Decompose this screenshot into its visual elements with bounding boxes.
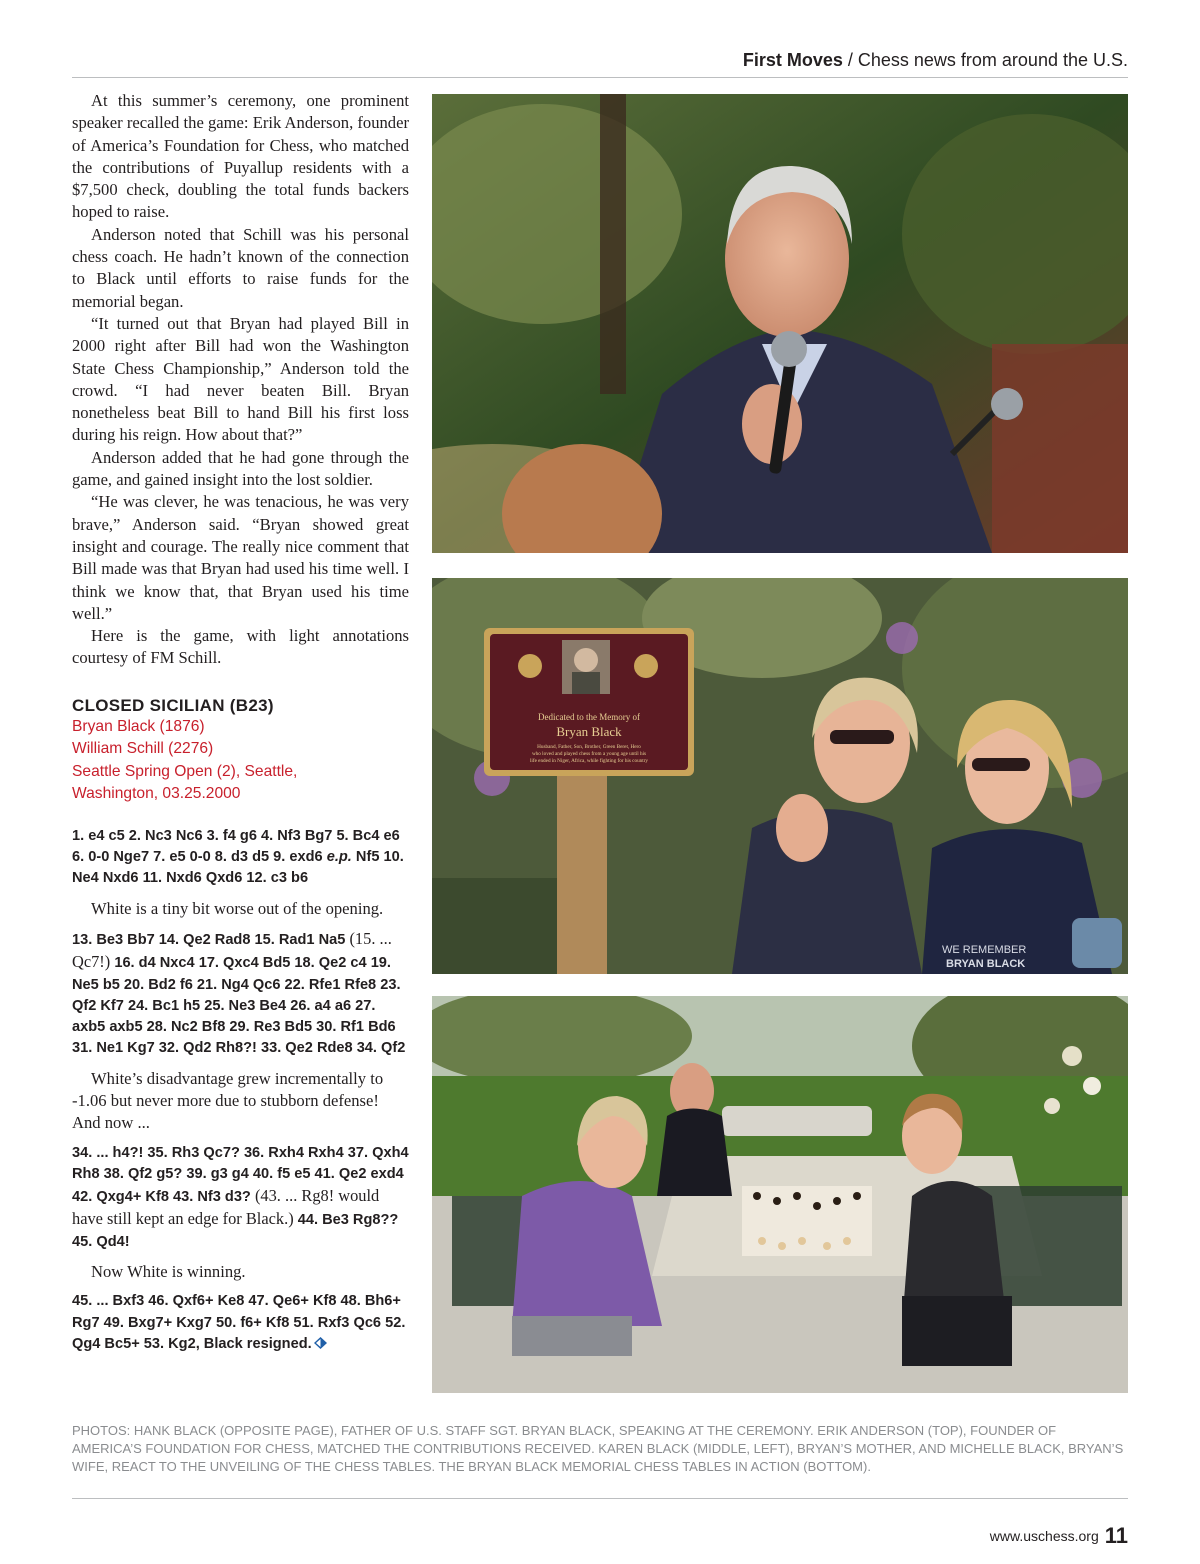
running-header xyxy=(72,50,1128,78)
plaque-inscription: Husband, Father, Son, Brother, Green Beret, Hero xyxy=(537,744,641,750)
photo-speaker-erik-anderson xyxy=(432,94,1128,553)
article-paragraph: “It turned out that Bryan had played Bill in 2000 right after Bill had won the Washington State Chess Championship,” Anderson told the crowd. “I had never beaten Bill. Bryan nonetheless beat Bill to hand Bill his first loss during his reign. How about that?” xyxy=(72,313,409,445)
footer-rule xyxy=(72,1498,1128,1499)
game-event-date: Washington, 03.25.2000 xyxy=(72,785,241,803)
annotation-comment: White’s disadvantage grew incrementally to -1.06 but never more due to stubborn defense! And now ... xyxy=(72,1068,384,1133)
plaque-inscription: who loved and played chess from a young age until his xyxy=(531,751,647,757)
page-number: 11 xyxy=(1104,1523,1128,1548)
game-white-player: Bryan Black (1876) xyxy=(72,717,205,735)
game-moves-block xyxy=(72,826,409,890)
inline-annotation: (15. ... Qc7!) xyxy=(72,928,392,972)
plaque-inscription: life ended in Niger, Africa, while fighting for his country xyxy=(529,758,649,764)
inline-annotation: (43. ... Rg8! would have still kept an edge for Black.) xyxy=(72,1186,380,1229)
photo-memorial-plaque-unveiling xyxy=(432,578,1128,974)
plaque-dedication: Dedicated to the Memory of xyxy=(538,712,640,722)
article-paragraph: “He was clever, he was tenacious, he was very brave,” Anderson said. “Bryan showed great insight and courage. The really nice comment that Bill made was that Bryan had used his time well. I think we know that, that Bryan used his time well.” xyxy=(72,492,409,623)
article-paragraph: Here is the game, with light annotations courtesy of FM Schill. xyxy=(72,626,409,668)
footer-url: www.uschess.org xyxy=(989,1528,1099,1544)
article-paragraph: Anderson added that he had gone through the game, and gained insight into the lost soldier. xyxy=(72,447,409,490)
photo-caption: PHOTOS: HANK BLACK (OPPOSITE PAGE), FATHER OF U.S. STAFF SGT. BRYAN BLACK, SPEAKING AT THE CEREMONY. ERIK ANDERSON (TOP), FOUNDER OF AMERICA’S FOUNDATION FOR CHESS, MATCHED THE CONTRIBUTIONS RECEIVED. KAREN BLACK (MIDDLE, LEFT), BRYAN’S MOTHER, AND MICHELLE BLACK, BRYAN’S WIFE, REACT TO THE UNVEILING OF THE CHESS TABLES. THE BRYAN BLACK MEMORIAL CHESS TABLES IN ACTION (BOTTOM). xyxy=(72,1423,1124,1474)
game-moves-block xyxy=(72,1143,409,1253)
plaque-name: Bryan Black xyxy=(556,724,622,739)
moves-text: 45. ... Bxf3 46. Qxf6+ Ke8 47. Qe6+ Kf8 48. Bh6+ Rg7 49. Bxg7+ Kxg7 50. f6+ Kf8 51. Rxf3 Qc6 52. Qg4 Bc5+ 53. Kg2, Black resigned. xyxy=(72,1293,406,1352)
game-black-player: William Schill (2276) xyxy=(72,740,214,758)
section-subtitle: Chess news from around the U.S. xyxy=(857,50,1128,70)
moves-text: Nf5 10. Ne4 Nxd6 11. Nxd6 Qxd6 12. c3 b6 xyxy=(72,849,404,887)
game-moves-block xyxy=(72,928,409,1060)
section-title: First Moves xyxy=(742,50,843,70)
moves-text: 1. e4 c5 2. Nc3 Nc6 3. f4 g6 4. Nf3 Bg7 5. Bc4 e6 6. 0-0 Nge7 7. e5 0-0 8. d3 d5 9. exd6 xyxy=(72,827,400,866)
game-moves-block xyxy=(72,1291,409,1355)
speaker-photo-illustration xyxy=(432,94,1128,553)
moves-text: 13. Be3 Bb7 14. Qe2 Rad8 15. Rad1 Na5 xyxy=(72,931,346,948)
annotation-comment: Now White is winning. xyxy=(91,1262,246,1282)
moves-text: 34. ... h4?! 35. Rh3 Qc7? 36. Rxh4 Rxh4 37. Qxh4 Rh8 38. Qf2 g5? 39. g3 g4 40. f5 e5 41. Qe2 exd4 42. Qxg4+ Kf8 43. Nf3 d3? xyxy=(72,1144,409,1206)
article-column xyxy=(72,90,409,1355)
moves-text: 16. d4 Nxc4 17. Qxc4 Bd5 18. Qe2 c4 19. Ne5 b5 20. Bd2 f6 21. Ng4 Qc6 22. Rfe1 Rfe8 23. Qf2 Kf7 24. Bc1 h5 25. Ne3 Be4 26. a4 a6 27. axb5 axb5 28. Nc2 Bf8 29. Re3 Bd5 30. Rf1 Bd6 31. Ne1 Kg7 32. Qd2 Rh8?! 33. Qe2 Rde8 34. Qf2 xyxy=(72,955,406,1057)
en-passant-notation: e.p. xyxy=(326,849,352,866)
shirt-text: BRYAN BLACK xyxy=(946,958,1026,970)
annotation-comment: White is a tiny bit worse out of the opening. xyxy=(91,898,384,918)
chess-tables-photo-illustration xyxy=(432,996,1128,1393)
plaque-photo-illustration xyxy=(432,578,1128,974)
shirt-text: WE REMEMBER xyxy=(942,944,1027,956)
moves-text: 44. Be3 Rg8?? 45. Qd4! xyxy=(72,1212,399,1250)
photo-chess-tables-in-action xyxy=(432,996,1128,1393)
game-opening-title: CLOSED SICILIAN (B23) xyxy=(72,695,274,715)
article-paragraph: At this summer’s ceremony, one prominent speaker recalled the game: Erik Anderson, founder of America’s Foundation for Chess, who matched the contributions of Puyallup residents with a $7,500 check, doubling the total funds backers hoped to raise. xyxy=(72,91,409,222)
article-paragraph: Anderson noted that Schill was his personal chess coach. He hadn’t known of the connection to Black until efforts to raise funds for the memorial began. xyxy=(72,224,409,311)
page-footer xyxy=(990,1523,1128,1549)
us-chess-endmark-icon xyxy=(314,1337,327,1349)
game-event: Seattle Spring Open (2), Seattle, xyxy=(72,762,298,780)
header-separator: / xyxy=(842,50,858,70)
